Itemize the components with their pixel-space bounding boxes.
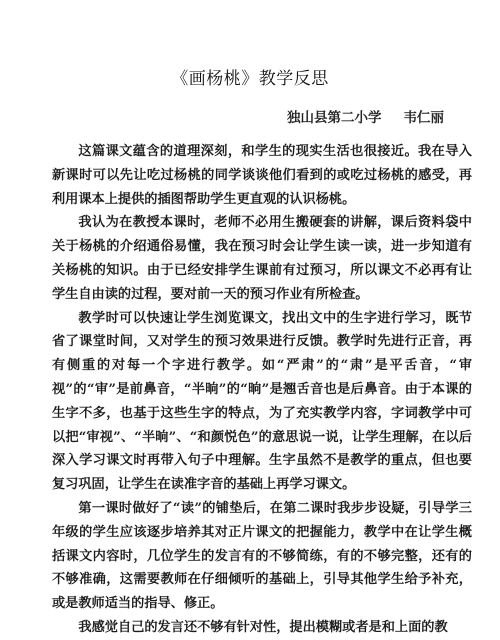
document-body [52,140,472,640]
paragraph-2: 我认为在教授本课时，老师不必用生搬硬套的讲解，课后资料袋中关于杨桃的介绍通俗易懂，我在预习时会让学生读一读，进一步知道有关杨桃的知识。由于已经安排学生课前有过预习，所以课文不必再有让学生自由读的过程，要对前一天的预习作业有所检查。 [52,215,472,302]
author-school: 独山县第二小学 [287,110,382,126]
document-title: 《画杨桃》教学反思 [171,69,329,89]
author-line [287,106,444,126]
paragraph-3: 教学时可以快速让学生浏览课文，找出文中的生字进行学习，既节省了课堂时间，又对学生的预习效果进行反馈。教学时先进行正音，再有侧重的对每一个字进行教学。如“严肃”的“肃”是平舌音，“审视”的“审”是前鼻音，“半晌”的“晌”是翘舌音也是后鼻音。由于本课的生字不多，也基于这些生字的特点，为了充实教学内容，字词教学中可以把“审视”、“半晌”、“和颜悦色”的意思说一说，让学生理解，在以后深入学习课文时再带入句子中理解。生字虽然不是教学的重点，但也要复习巩固，让学生在读准字音的基础上再学习课文。 [52,310,472,493]
paragraph-4: 第一课时做好了“读”的铺垫后，在第二课时我步步设疑，引导学三年级的学生应该逐步培养其对正片课文的把握能力，教学中在让学生概括课文内容时，几位学生的发言有的不够简练，有的不够完整，还有的不够准确，这需要教师在仔细倾听的基础上，引导其他学生给予补充，或是教师适当的指导、修正。 [52,500,472,612]
paragraph-1: 这篇课文蕴含的道理深刻，和学生的现实生活也很接近。我在导入新课时可以先让吃过杨桃的同学谈谈他们看到的或吃过杨桃的感受，再利用课本上提供的插图帮助学生更直观的认识杨桃。 [52,144,472,207]
paragraph-5: 我感觉自己的发言还不够有针对性，提出模糊或者是和上面的教 [78,619,448,635]
author-name: 韦仁丽 [403,110,444,126]
